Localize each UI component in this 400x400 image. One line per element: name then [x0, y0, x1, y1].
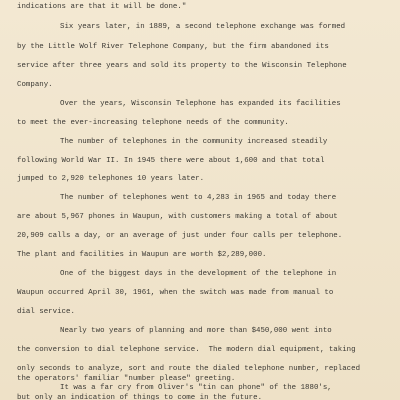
- text-line: dial service.: [17, 308, 75, 316]
- text-line: The number of telephones went to 4,283 in 1965 and today there: [60, 194, 337, 202]
- text-line: only seconds to analyze, sort and route the dialed telephone number, replaced: [17, 365, 361, 373]
- text-line: jumped to 2,920 telephones 10 years later.: [17, 175, 205, 183]
- text-line: but only an indication of things to come in the future.: [17, 394, 263, 400]
- text-line: Waupun occurred April 30, 1961, when the switch was made from manual to: [17, 289, 334, 297]
- text-line: The number of telephones in the community increased steadily: [60, 138, 328, 146]
- text-line: The plant and facilities in Waupun are worth $2,289,000.: [17, 251, 267, 259]
- text-line: to meet the ever-increasing telephone needs of the community.: [17, 119, 289, 127]
- text-line: One of the biggest days in the development of the telephone in: [60, 270, 337, 278]
- text-line: Company.: [17, 81, 53, 89]
- text-line: Over the years, Wisconsin Telephone has expanded its facilities: [60, 100, 341, 108]
- text-line: Nearly two years of planning and more than $450,000 went into: [60, 327, 332, 335]
- text-line: It was a far cry from Oliver's "tin can phone" of the 1880's,: [60, 384, 332, 392]
- text-line: service after three years and sold its property to the Wisconsin Telephone: [17, 62, 347, 70]
- text-line: indications are that it will be done.": [17, 3, 187, 11]
- text-line: Six years later, in 1889, a second telephone exchange was formed: [60, 23, 346, 31]
- text-line: the operators' familiar "number please" greeting.: [17, 375, 236, 383]
- text-line: by the Little Wolf River Telephone Company, but the firm abandoned its: [17, 43, 329, 51]
- text-line: 20,909 calls a day, or an average of just under four calls per telephone.: [17, 232, 343, 240]
- text-line: are about 5,967 phones in Waupun, with customers making a total of about: [17, 213, 338, 221]
- text-line: following World War II. In 1945 there were about 1,600 and that total: [17, 157, 325, 165]
- text-line: the conversion to dial telephone service. The modern dial equipment, taking: [17, 346, 356, 354]
